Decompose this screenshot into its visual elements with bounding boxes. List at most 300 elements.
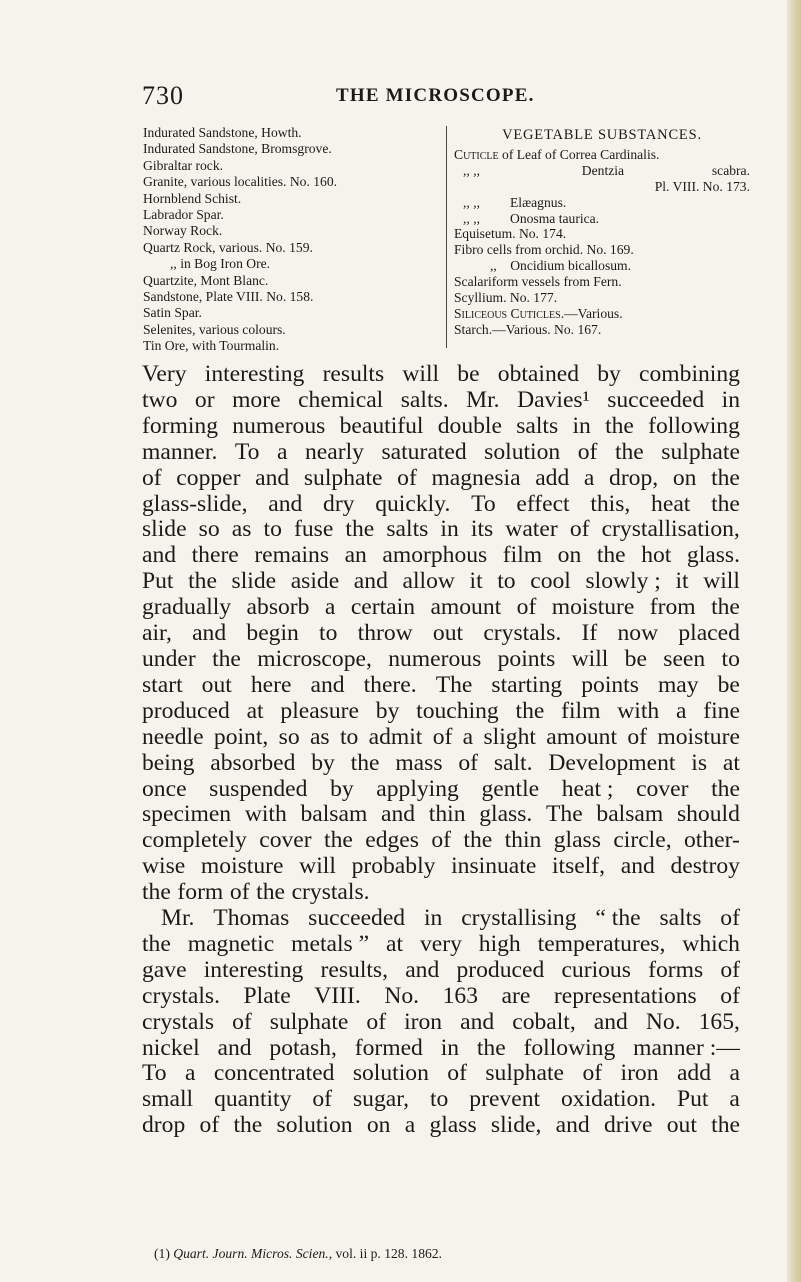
word: the [476,1034,506,1061]
word: pleasure [280,697,359,724]
word: and [381,801,416,828]
word: moisture [551,594,635,621]
word: there [191,542,239,569]
page-number: 730 [142,81,184,110]
word: in [721,386,740,413]
text-line [142,492,740,518]
word: oxidation. [561,1086,657,1113]
word: crystallising [461,905,577,932]
word: now [617,620,659,647]
word: and [268,490,303,517]
word: gave [142,956,187,983]
word: solution [276,1112,353,1139]
word: following [523,1034,616,1061]
list-item [454,306,750,322]
list-item: Hornblend Schist. [143,190,242,206]
text-line [142,725,740,751]
word: the [711,490,740,517]
word: gradually [142,594,232,621]
word: glass-slide, [142,490,248,517]
list-item: Selenites, various colours. [143,321,286,337]
text-line [142,388,740,414]
list-item: Sandstone, Plate VIII. No. 158. [143,289,314,305]
text-line [142,621,740,647]
word: once [142,775,187,802]
word: amorphous [382,542,488,569]
list-item: Fibro cells from orchid. No. 169. [454,242,634,258]
word: interesting [204,361,305,387]
word: of [397,464,417,491]
word: cool [530,568,571,595]
text-line [142,1113,740,1139]
word: results, [320,956,389,983]
page-header [0,81,801,110]
word: of [232,1008,252,1035]
word: specimen [142,801,232,828]
word: of [312,1086,333,1113]
word: water [505,516,558,543]
word: produced [142,697,230,724]
body-paragraphs [142,362,740,1139]
word: following [648,412,740,439]
word: should [676,801,740,828]
word: two [142,386,178,413]
word: the [212,645,241,672]
word: and [405,956,440,983]
word: as [231,516,252,543]
word: copper [176,464,241,491]
word: in [440,1034,460,1061]
word: The [435,671,473,698]
word: in [572,412,591,439]
word: form [177,879,224,906]
word: of [720,982,740,1009]
word: edges [365,827,419,854]
word: point, [213,723,269,750]
text-line [142,1087,740,1113]
word: numerous [388,645,482,672]
word: the [324,827,353,854]
list-item: Quartzite, Mont Blanc. [143,272,269,288]
word: and [620,853,655,880]
word: slight [483,723,536,750]
word: and [460,1008,495,1035]
word: out [201,671,232,698]
text-line [142,777,740,803]
word: by [330,775,354,802]
word: To [234,438,260,465]
word: by [597,361,621,387]
word: crystals. [142,982,220,1009]
word: amount [546,723,618,750]
list-item: Quartz Rock, various. No. 159. [143,239,313,255]
page-edge [787,0,801,1282]
text-line [142,906,740,932]
word: its [470,516,494,543]
word: quantity [214,1086,292,1113]
word: a [276,438,288,465]
word: of [458,749,478,776]
word: saturated [381,438,467,465]
siliceous-text: .—Various. [560,305,623,321]
word: seen [663,645,706,672]
word: crystals. [483,620,562,647]
footnote [154,1246,734,1262]
word: the [188,568,217,595]
word: to [721,645,740,672]
word: the [711,775,740,802]
word: points [497,645,556,672]
word: more [232,386,281,413]
word: 165, [698,1008,740,1035]
ditto-mark: ,, ,, [463,194,480,210]
word: Very [142,361,187,387]
siliceous-label: Siliceous Cuticles [454,305,561,321]
word: a [729,1060,740,1087]
word: of [366,1008,387,1035]
word: on [366,1112,391,1139]
word: mass [395,749,443,776]
word: the [596,542,626,569]
word: To [142,1060,167,1087]
word: very [419,930,462,957]
word: the [515,697,545,724]
word: remains [254,542,330,569]
word: crystals. [291,879,370,906]
word: salts [386,516,429,543]
word: balsam [300,801,368,828]
list-item: Equisetum. No. 174. [454,226,567,242]
text-line [142,595,740,621]
word: and [353,568,388,595]
footnote-citation: Quart. Journ. Micros. Scien., [173,1246,333,1261]
list-item [454,258,750,274]
ditto-mark: ,, [490,258,497,274]
word: slowly ; [585,568,661,595]
list-item: Labrador Spar. [143,207,224,223]
word: from [649,594,696,621]
word: it [675,568,689,595]
word: an [344,542,367,569]
word: insinuate [451,853,537,880]
word: a [184,1060,196,1087]
word: thin [504,827,542,854]
word: with [617,697,660,724]
word: in [440,516,459,543]
word: destroy [670,853,740,880]
text-line [142,802,740,828]
elaeagnus-text: Elæagnus. [510,194,567,210]
word: will [402,361,440,387]
vegetable-substances-heading: VEGETABLE SUBSTANCES. [502,127,702,143]
word: slide, [490,1112,542,1139]
word: Mr. [161,905,195,932]
word: sulphate [661,438,740,465]
word: of [627,723,648,750]
word: iron [620,1060,659,1087]
word: at [386,930,404,957]
word: admit [368,723,423,750]
word: sulphate [303,464,383,491]
list-item [454,195,750,211]
word: combining [639,361,740,387]
word: out [666,1112,697,1139]
word: dry [323,490,355,517]
word: the [345,516,375,543]
word: of [720,905,740,932]
word: out [432,620,464,647]
word: needle [142,723,204,750]
word: VIII. [314,982,361,1009]
word: temperatures, [537,930,666,957]
word: by [375,697,400,724]
word: to [263,516,282,543]
word: Thomas [213,905,290,932]
word: add [676,1060,712,1087]
word: obtained [497,361,580,387]
word: glass. [479,801,533,828]
word: sulphate [269,1008,349,1035]
word: being [142,749,195,776]
word: chemical [298,386,384,413]
footnote-details: vol. ii p. 128. 1862. [335,1246,442,1261]
word: of [199,1112,220,1139]
word: cover [636,775,689,802]
text-line [142,958,740,984]
text-line [142,440,740,466]
text-line [142,1010,740,1036]
word: add [535,464,570,491]
word: drive [603,1112,653,1139]
word: glass [553,827,601,854]
word: a [675,697,687,724]
dentzia-text: Dentzia [581,162,625,178]
word: touching [416,697,499,724]
word: as [309,723,330,750]
word: produced [456,956,545,983]
vegetable-substances-list [454,128,750,338]
word: the [142,930,171,957]
word: will [571,645,609,672]
word: a [404,1112,416,1139]
text-line [142,1036,740,1062]
word: there. [363,671,417,698]
word: the [605,412,634,439]
column-divider [446,126,447,348]
word: forms [648,956,704,983]
word: beautiful [339,412,424,439]
word: sugar, [352,1086,410,1113]
word: Davies¹ [517,386,590,413]
word: the [142,879,171,906]
word: hot [641,542,672,569]
word: high [478,930,521,957]
word: Development [548,749,676,776]
word: is [691,749,708,776]
word: and [192,620,227,647]
word: applying [376,775,459,802]
scabra-text: scabra. [711,162,750,178]
word: the [233,1112,263,1139]
word: slide [142,516,187,543]
word: glass. [686,542,740,569]
word: the [463,827,493,854]
word: the [711,1112,740,1139]
text-line [142,543,740,569]
word: moisture [200,853,284,880]
word: and [555,1112,590,1139]
text-line [142,828,740,854]
word: gentle [481,775,540,802]
word: with [244,801,287,828]
word: the [614,438,644,465]
word: be [717,671,740,698]
list-item [454,147,750,163]
word: certain [350,594,415,621]
list-item: Starch.—Various. No. 167. [454,321,602,337]
word: this, [590,490,631,517]
cuticle-label: Cuticle [454,146,499,162]
word: start [142,671,183,698]
word: results [322,361,385,387]
word: and [217,1034,252,1061]
text-line [142,699,740,725]
word: sulphate [485,1060,565,1087]
running-title: THE MICROSCOPE. [336,85,535,106]
list-item: Granite, various localities. No. 160. [143,174,338,190]
word: under [142,645,196,672]
word: of [577,438,598,465]
list-item: Indurated Sandstone, Bromsgrove. [143,141,332,157]
word: points [581,671,639,698]
word: Plate [243,982,291,1009]
list-item: Satin Spar. [143,305,202,321]
word: crystals [142,1008,215,1035]
ditto-mark: ,, ,, [463,162,480,178]
word: solution [484,438,561,465]
word: interesting [203,956,304,983]
word: a [462,723,474,750]
word: so [278,723,300,750]
word: of [516,594,537,621]
word: slide [231,568,277,595]
word: fuse [294,516,334,543]
word: the [350,749,380,776]
word: balsam [596,801,664,828]
text-line [142,517,740,543]
word: begin [246,620,299,647]
word: forming [142,412,219,439]
word: thin [428,801,466,828]
word: and [255,464,290,491]
word: drop, [609,464,659,491]
word: a [729,1086,740,1113]
word: of [431,827,452,854]
word: of [447,1060,467,1087]
word: amount [430,594,502,621]
text-line [142,932,740,958]
word: of [432,723,453,750]
list-item [454,211,750,227]
list-item [454,163,750,179]
word: circle, [613,827,672,854]
text-line [142,466,740,492]
word: drop [142,1112,186,1139]
word: suspended [209,775,308,802]
word: in [423,905,443,932]
word: or [194,386,215,413]
list-item: Scyllium. No. 177. [454,290,558,306]
word: of [229,879,250,906]
text-line [142,414,740,440]
text-line [142,362,740,388]
word: so [198,516,220,543]
word: of [142,464,162,491]
word: film [502,542,543,569]
word: microscope, [257,645,372,672]
word: If [581,620,598,647]
list-item: Gibraltar rock. [143,157,224,173]
text-line [142,647,740,673]
word: and [142,542,177,569]
word: heat ; [561,775,614,802]
word: air, [142,620,172,647]
word: probably [351,853,436,880]
word: throw [357,620,413,647]
word: starting [491,671,563,698]
word: and [593,1008,628,1035]
word: the [711,594,740,621]
word: a [583,464,595,491]
word: 163 [442,982,478,1009]
word: “ the [595,905,641,932]
word: are [501,982,531,1009]
word: of [720,956,740,983]
word: by [311,749,335,776]
word: salt. [493,749,533,776]
word: film [561,697,601,724]
word: and [310,671,345,698]
word: which [682,930,740,957]
word: aside [290,568,340,595]
word: wise [142,853,186,880]
word: cover [259,827,312,854]
word: the [711,464,740,491]
word: be [624,645,647,672]
word: nickel [142,1034,200,1061]
oncidium-text: Oncidium bicallosum. [510,258,632,274]
word: quickly. [375,490,451,517]
word: to [429,1086,449,1113]
word: may [657,671,699,698]
text-line [142,673,740,699]
word: Put [676,1086,709,1113]
word: on [557,542,582,569]
list-item: Tin Ore, with Tourmalin. [143,338,280,354]
word: crystallisation, [601,516,740,543]
word: at [246,697,264,724]
word: will [703,568,740,595]
word: will [299,853,336,880]
word: absorb [246,594,310,621]
word: Mr. [466,386,500,413]
word: at [722,749,740,776]
word: cobalt, [512,1008,576,1035]
word: effect [516,490,570,517]
cuticle-text: of Leaf of Correa Cardinalis. [498,146,660,162]
text-line [142,854,740,880]
word: metals ” [291,930,370,957]
